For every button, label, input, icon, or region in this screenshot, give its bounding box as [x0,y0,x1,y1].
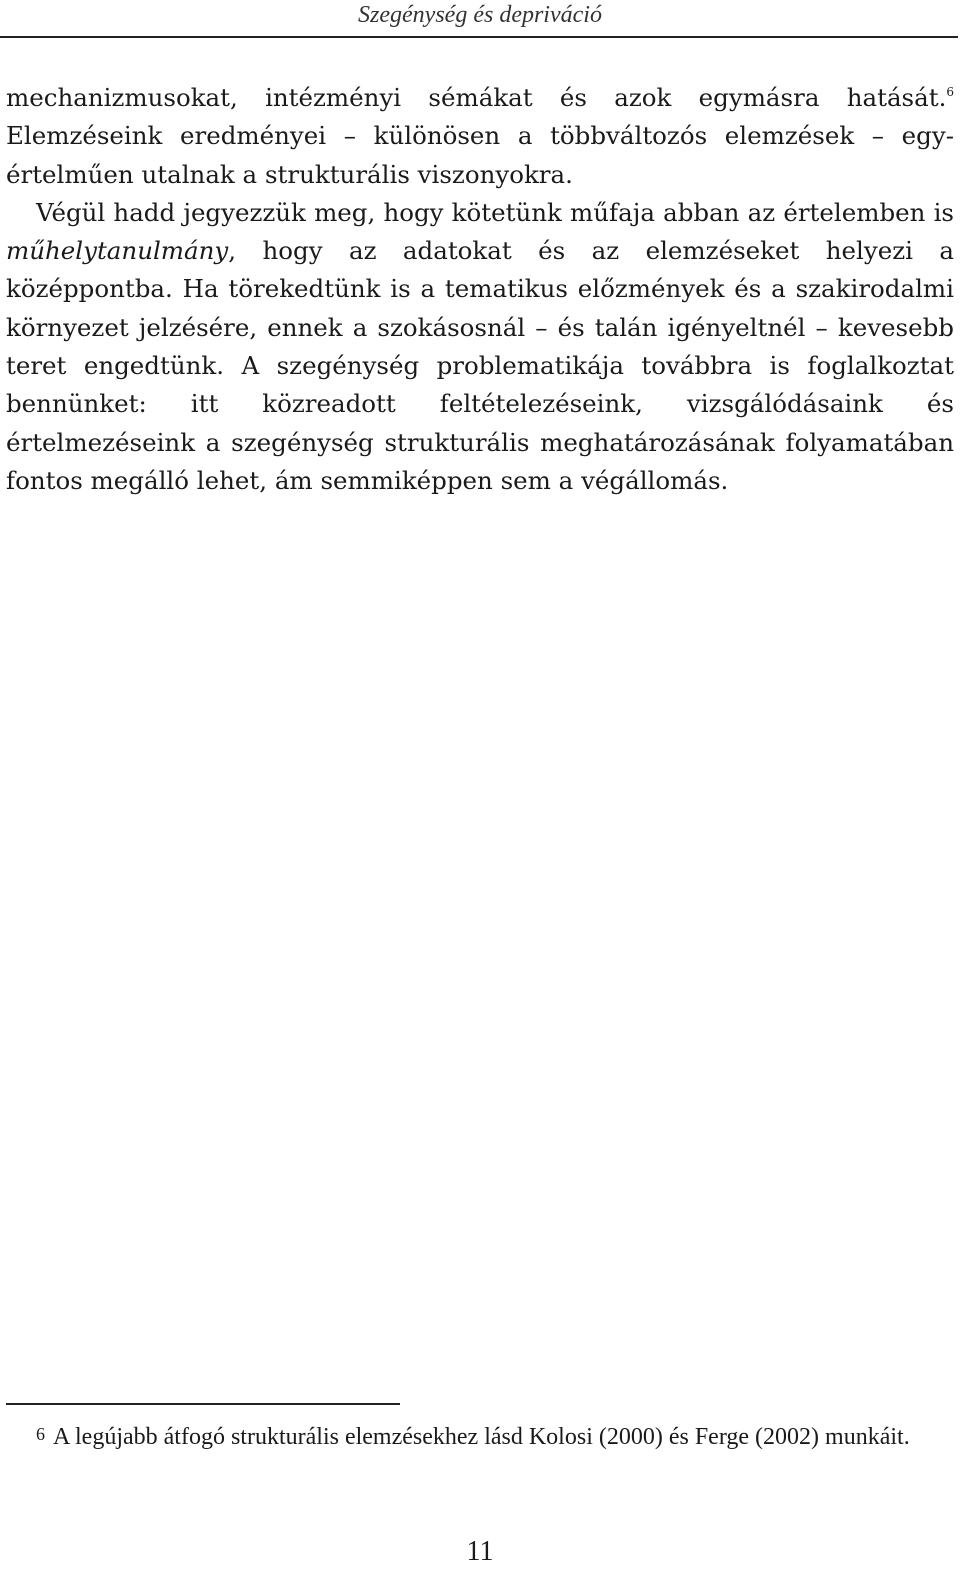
paragraph-2-part-1: Végül hadd jegyezzük meg, hogy kötetünk műfaja abban az értelemben is [36,197,954,227]
paragraph-1 [6,79,954,194]
header-divider [0,36,958,38]
footnote [6,1418,952,1454]
paragraph-2-part-2: , hogy az adatokat és az elemzéseket helyezi a középpontba. Ha törekedtünk is a tematikus előzmények és a szakirodalmi környezet jelzésére, ennek a szokásosnál – és talán igényeltnél – kevesebb teret engedtünk. A szegénység problematikája továbbra is foglalkoztat bennünket: itt közreadott feltételezéseink, vizsgálódásaink és értelmezéseink a szegénység strukturális meghatározásának folyamatában fontos megálló lehet, ám semmiképpen sem a végállomás. [6,236,954,495]
running-head: Szegénység és depriváció [358,2,602,28]
paragraph-2-emphasis: műhelytanulmány [6,236,229,266]
body-text [6,79,954,500]
footnote-text: A legújabb átfogó strukturális elemzésekhez lásd Kolosi (2000) és Ferge (2002) munkáit. [53,1424,910,1450]
paragraph-1-text: mechanizmusokat, intézményi sémákat és azok egymásra hatását. [6,83,947,112]
paragraph-2 [6,194,954,500]
footnote-divider [6,1403,400,1405]
paragraph-1-text-after: Elemzéseink eredményei – különösen a többváltozós elemzések – egyértelműen utalnak a strukturális viszonyokra. [6,121,954,189]
footnote-number: 6 [36,1424,45,1444]
page-number: 11 [466,1536,494,1567]
footnote-reference[interactable]: 6 [946,85,954,99]
